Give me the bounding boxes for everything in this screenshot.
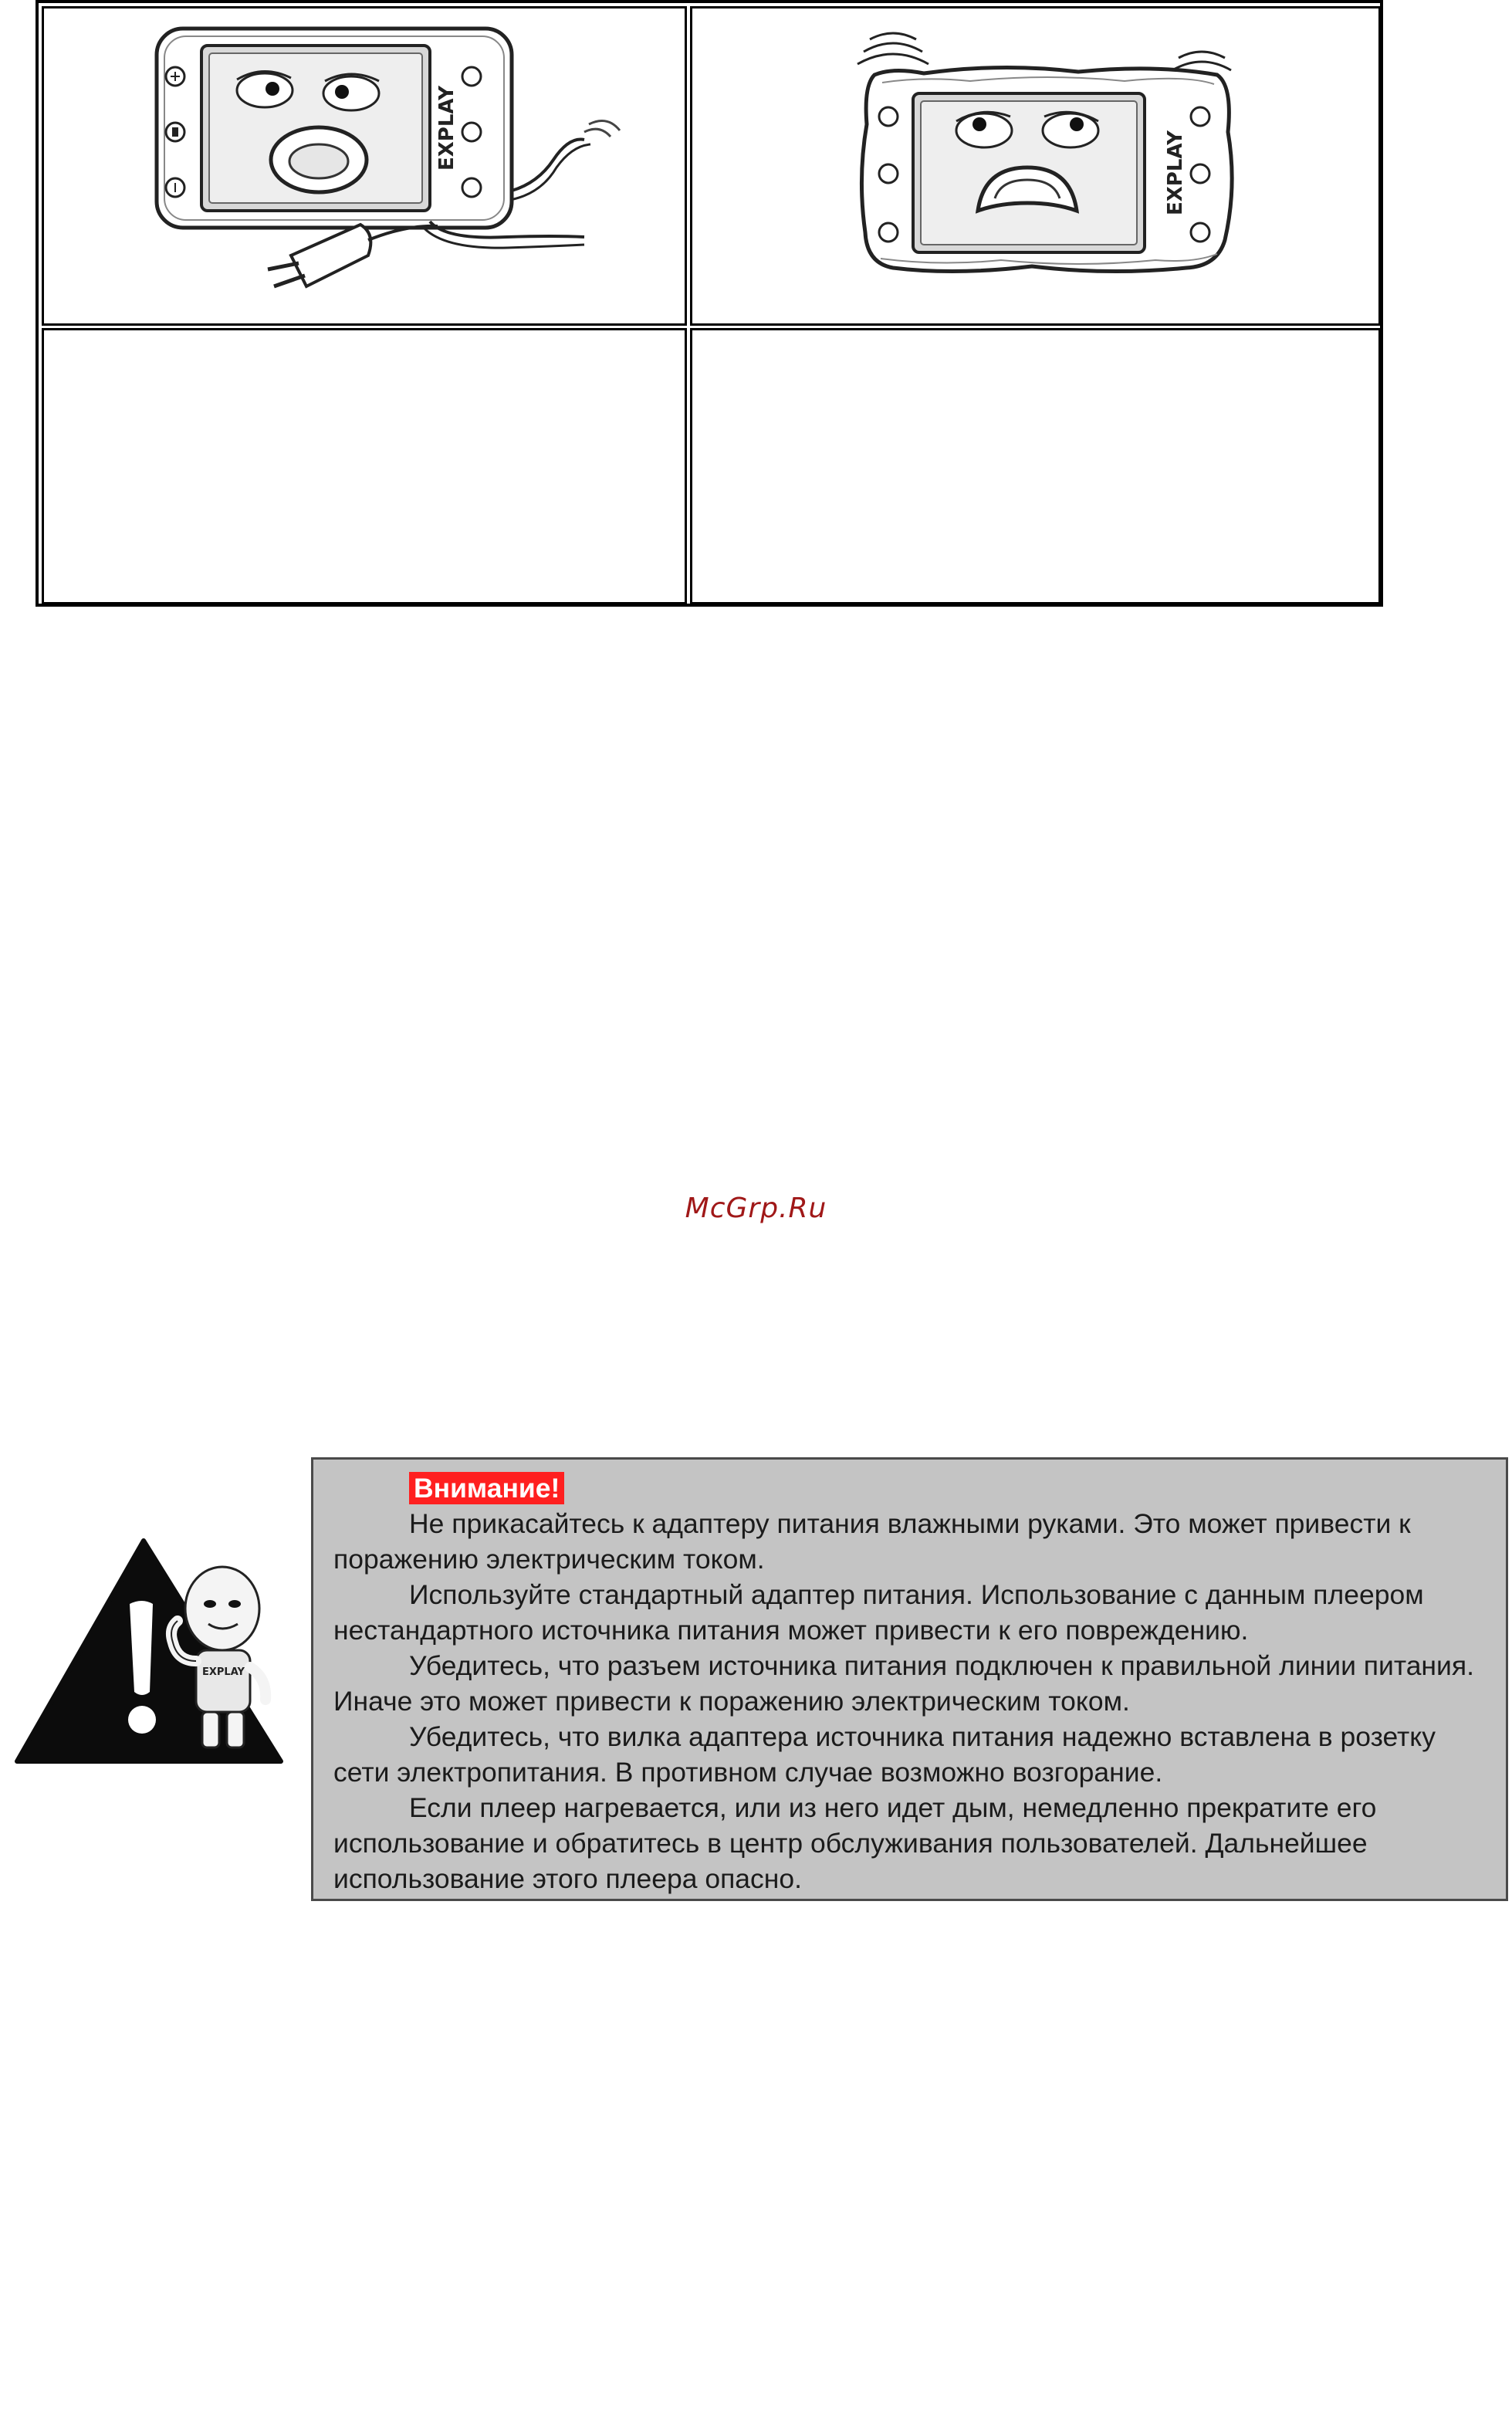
player-brand-logo: EXPLAY [435, 86, 458, 171]
warning-paragraph: Не прикасайтесь к адаптеру питания влажными руками. Это может привести к поражению электрическим током. [333, 1508, 1411, 1575]
player-brand-logo: EXPLAY [1164, 130, 1187, 215]
cell-player-overheating [690, 6, 1381, 326]
warning-paragraph: Убедитесь, что вилка адаптера источника питания надежно вставлена в розетку сети электропитания. В противном случае возможно возгорание. [333, 1721, 1436, 1788]
warning-title: Внимание! [409, 1472, 564, 1504]
player-overheat-illustration [692, 8, 1383, 328]
warning-paragraph: Если плеер нагревается, или из него идет дым, немедленно прекратите его использование и обратитесь в центр обслуживания пользователей. Дальнейшее использование этого плеера опасно. [333, 1792, 1377, 1894]
warning-paragraph: Убедитесь, что разъем источника питания подключен к правильной линии питания. Иначе это может привести к поражению электрическим током. [333, 1650, 1474, 1717]
svg-text:EXPLAY: EXPLAY [202, 1666, 245, 1678]
cell-empty-bottom-left [42, 328, 687, 604]
watermark: McGrp.Ru [685, 1193, 827, 1224]
warning-triangle-icon [14, 1538, 284, 1769]
warning-paragraph: Используйте стандартный адаптер питания. Использование с данным плеером нестандартного источника питания может привести к его повреждению. [333, 1579, 1424, 1646]
player-adapter-illustration [44, 8, 689, 328]
cell-player-with-adapter [42, 6, 687, 326]
warning-box [311, 1457, 1508, 1901]
illustration-table [36, 0, 1383, 607]
cell-empty-bottom-right [690, 328, 1381, 604]
